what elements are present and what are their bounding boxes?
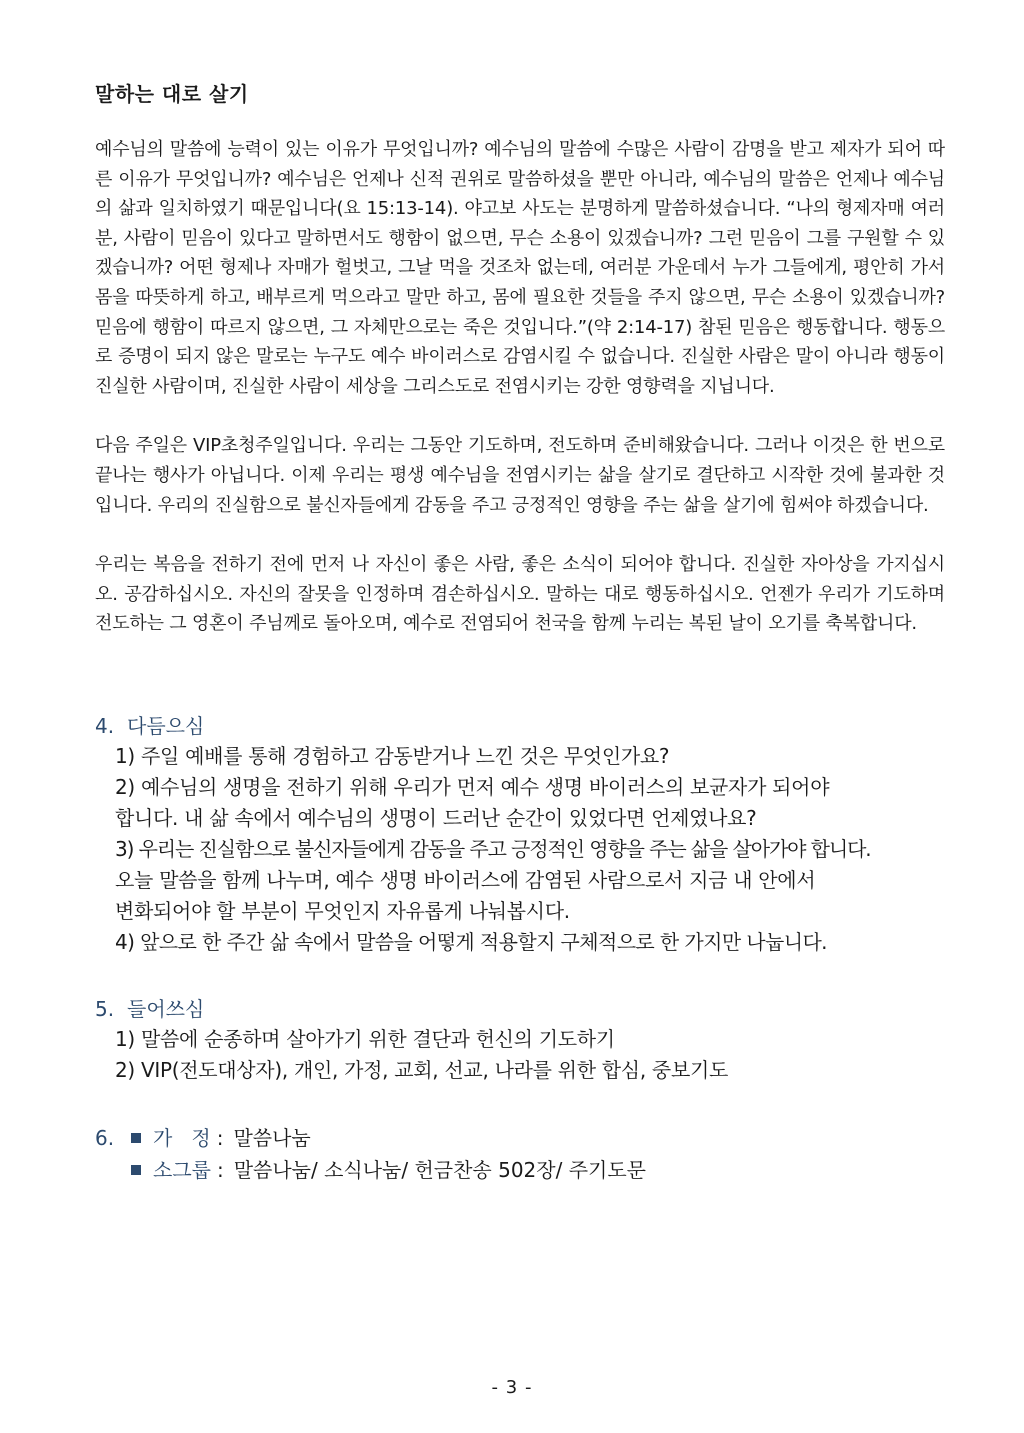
list-item xyxy=(115,741,945,772)
section-5-heading xyxy=(95,994,945,1024)
section-4 xyxy=(95,711,945,958)
section-5-list xyxy=(95,1024,945,1086)
document-page xyxy=(95,78,945,1186)
row-label: 가 정 xyxy=(153,1125,211,1150)
list-item-line: 오늘 말씀을 함께 나누며, 예수 생명 바이러스에 감염된 사람으로서 지금 내 안에서 xyxy=(115,867,816,892)
list-item: 1) 말씀에 순종하며 살아가기 위한 결단과 헌신의 기도하기 xyxy=(115,1026,615,1051)
page-title: 말하는 대로 살기 xyxy=(95,82,249,106)
paragraph-3: 우리는 복음을 전하기 전에 먼저 나 자신이 좋은 사람, 좋은 소식이 되어야 합니다. 진실한 자아상을 가지십시오. 공감하십시오. 자신의 잘못을 인정하며 겸손하십시오. 말하는 대로 행동하십시오. 언젠가 우리가 기도하며 전도하는 그 영혼이 주님께로 돌아오며, 예수로 전염되어 천국을 함께 누리는 복된 날이 오기를 축복합니다. xyxy=(95,554,945,635)
square-bullet-icon xyxy=(131,1133,141,1143)
paragraph-1: 예수님의 말씀에 능력이 있는 이유가 무엇입니까? 예수님의 말씀에 수많은 사람이 감명을 받고 제자가 되어 따른 이유가 무엇입니까? 예수님은 언제나 신적 권위로 말씀하셨을 뿐만 아니라, 예수님의 말씀은 언제나 예수님의 삶과 일치하였기 때문입니다(요 15:13-14). 야고보 사도는 분명하게 말씀하셨습니다. “나의 형제자매 여러분, 사람이 믿음이 있다고 말하면서도 행함이 없으면, 무슨 소용이 있겠습니까? 그런 믿음이 그를 구원할 수 있겠습니까? 어떤 형제나 자매가 헐벗고, 그날 먹을 것조차 없는데, 여러분 가운데서 누가 그들에게, 평안히 가서 몸을 따뜻하게 하고, 배부르게 먹으라고 말만 하고, 몸에 필요한 것들을 주지 않으면, 무슨 소용이 있겠습니까? 믿음에 행함이 따르지 않으면, 그 자체만으로는 죽은 것입니다.”(약 2:14-17) 참된 믿음은 행동합니다. 행동으로 증명이 되지 않은 말로는 누구도 예수 바이러스로 감염시킬 수 없습니다. 진실한 사람은 말이 아니라 행동이 진실한 사람이며, 진실한 사람이 세상을 그리스도로 전염시키는 강한 영향력을 지닙니다. xyxy=(95,139,945,397)
list-item-line: 4) 앞으로 한 주간 삶 속에서 말씀을 어떻게 적용할지 구체적으로 한 가지만 나눕니다. xyxy=(115,929,827,954)
list-item xyxy=(115,834,945,927)
section-4-list xyxy=(95,741,945,958)
row-text: 말씀나눔 xyxy=(233,1125,311,1150)
list-item xyxy=(115,927,945,958)
row-colon: : xyxy=(216,1157,224,1182)
list-item-line: 3) 우리는 진실함으로 불신자들에게 감동을 주고 긍정적인 영향을 주는 삶을 살아가야 합니다. xyxy=(115,836,871,861)
section-6-row-smallgroup xyxy=(95,1154,945,1186)
section-4-heading xyxy=(95,711,945,741)
list-item xyxy=(115,772,945,834)
list-item: 2) VIP(전도대상자), 개인, 가정, 교회, 선교, 나라를 위한 합심, 중보기도 xyxy=(115,1057,729,1082)
row-colon: : xyxy=(216,1125,224,1150)
section-6-number: 6. xyxy=(95,1125,115,1150)
row-label: 소그룹 xyxy=(153,1157,211,1182)
paragraph-2: 다음 주일은 VIP초청주일입니다. 우리는 그동안 기도하며, 전도하며 준비해왔습니다. 그러나 이것은 한 번으로 끝나는 행사가 아닙니다. 이제 우리는 평생 예수님을 전염시키는 삶을 살기로 결단하고 시작한 것에 불과한 것입니다. 우리의 진실함으로 불신자들에게 감동을 주고 긍정적인 영향을 주는 삶을 살기에 힘써야 하겠습니다. xyxy=(95,435,945,516)
section-4-title: 다듬으심 xyxy=(127,713,205,738)
section-5-title: 들어쓰심 xyxy=(127,996,205,1021)
section-6-row-family xyxy=(95,1122,945,1154)
list-item-line: 2) 예수님의 생명을 전하기 위해 우리가 먼저 예수 생명 바이러스의 보균자가 되어야 xyxy=(115,774,830,799)
section-5 xyxy=(95,994,945,1086)
section-4-number: 4. xyxy=(95,713,115,738)
square-bullet-icon xyxy=(131,1165,141,1175)
section-6 xyxy=(95,1122,945,1186)
section-5-number: 5. xyxy=(95,996,115,1021)
list-item-line: 합니다. 내 삶 속에서 예수님의 생명이 드러난 순간이 있었다면 언제였나요? xyxy=(115,805,757,830)
page-number: - 3 - xyxy=(491,1377,533,1398)
list-item-line: 1) 주일 예배를 통해 경험하고 감동받거나 느낀 것은 무엇인가요? xyxy=(115,743,670,768)
row-text: 말씀나눔/ 소식나눔/ 헌금찬송 502장/ 주기도문 xyxy=(233,1157,646,1182)
list-item-line: 변화되어야 할 부분이 무엇인지 자유롭게 나눠봅시다. xyxy=(115,898,570,923)
